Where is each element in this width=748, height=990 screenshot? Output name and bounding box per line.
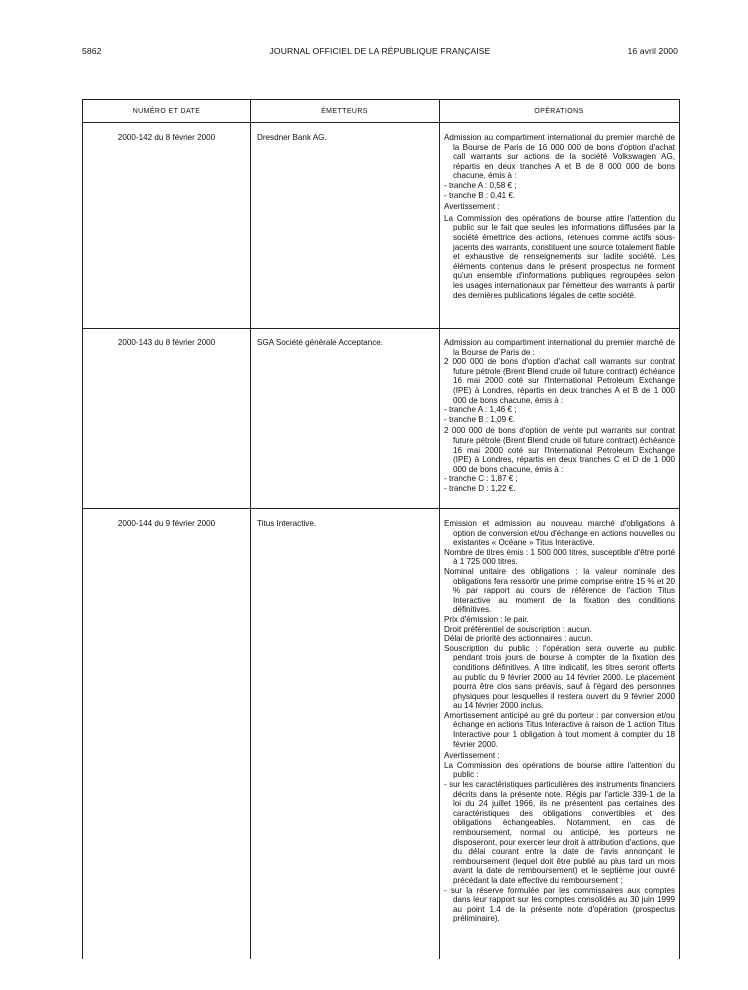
- row-issuer: Dresdner Bank AG.: [257, 133, 327, 142]
- operation-paragraph: - tranche C : 1,87 € ;: [444, 474, 518, 484]
- row-number-date: 2000-142 du 8 février 2000: [117, 133, 216, 142]
- operation-paragraph: 2 000 000 de bons d'option de vente put warrants sur contrat future pétrole (Brent Blend crude oil future contract) échéance 16 mai 2000 coté sur l'International Petroleum Exchange (IPE) à Londres, répartis en deux tranches C et D de 1 000 000 de bons chacune, émis à :: [444, 426, 675, 474]
- operations-table: [82, 99, 680, 959]
- column-header-number-date: NUMÉRO ET DATE: [132, 108, 201, 115]
- page-header: [82, 46, 678, 60]
- row-divider: [83, 508, 679, 509]
- column-divider: [250, 100, 251, 959]
- column-header-operations: OPÉRATIONS: [534, 108, 584, 115]
- operation-paragraph: Nominal unitaire des obligations : la valeur nominale des obligations fera ressortir une prime comprise entre 15 % et 20 % par rapport au cours de référence de l'action Titus Interactive au moment de la fixation des conditions définitives.: [444, 566, 675, 615]
- operation-paragraph: Délai de priorité des actionnaires : aucun.: [444, 634, 593, 644]
- row-issuer: Titus Interactive.: [257, 519, 317, 528]
- row-operations: [444, 133, 675, 300]
- column-divider: [439, 100, 440, 959]
- publication-date: 16 avril 2000: [627, 46, 678, 56]
- operation-paragraph: - sur les caractéristiques particulières des instruments financiers décrits dans la présente note. Régis par l'article 339-1 de la loi du 24 juillet 1966, ils ne présentent pas certaines des caractéristiques des obligations convertibles et des obligations échangeables. Notamment, en cas de remboursement, normal ou anticipé, les porteurs ne disposeront, pour exercer leur droit à attribution d'actions, que du délai courant entre la date de l'avis annonçant le remboursement (lequel doit être publié au plus tard un mois avant la date de remboursement) et le septième jour ouvré précédant la date effective du remboursement ;: [444, 780, 676, 885]
- operation-paragraph: Souscription du public : l'opération sera ouverte au public pendant trois jours de bourse à compter de la fixation des conditions définitives. A titre indicatif, les titres seront offerts au public du 9 février 2000 au 14 février 2000. Le placement pourra être clos sans préavis, sauf à l'égard des personnes physiques pour lesquelles il restera ouvert du 9 février 2000 au 14 février 2000 inclus.: [444, 643, 675, 711]
- row-number-date: 2000-144 du 9 février 2000: [117, 519, 216, 528]
- row-operations: [444, 338, 675, 494]
- operation-paragraph: Avertissement :: [444, 751, 500, 761]
- table-header-row: [83, 100, 679, 123]
- page-number: 5862: [82, 46, 102, 56]
- column-header-issuers: ÉMETTEURS: [321, 108, 368, 115]
- operation-paragraph: - sur la réserve formulée par les commissaires aux comptes dans leur rapport sur les comptes consolidés au 30 juin 1999 au point 1.4 de la présente note d'opération (prospectus préliminaire).: [444, 885, 675, 924]
- row-operations: [444, 519, 675, 924]
- operation-paragraph: La Commission des opérations de bourse attire l'attention du public :: [444, 760, 675, 780]
- operation-paragraph: Nombre de titres émis : 1 500 000 titres, susceptible d'être porté à 1 725 000 titres.: [444, 547, 675, 567]
- operation-paragraph: La Commission des opérations de bourse attire l'attention du public sur le fait que seules les informations diffusées par la société émettrice des actions, retenues comme actifs sous-jacents des warrants, constituent une source totalement fiable et exhaustive de renseignements sur ladite société. Les éléments contenus dans le présent prospectus ne forment qu'un ensemble d'informations publiques regroupées selon les usages internationaux par l'émetteur des warrants à partir des dernières publications légales de cette société.: [444, 213, 675, 300]
- row-number-date: 2000-143 du 8 février 2000: [117, 338, 216, 347]
- operation-paragraph: 2 000 000 de bons d'option d'achat call warrants sur contrat future pétrole (Brent Blend crude oil future contract) échéance 16 mai 2000 coté sur l'International Petroleum Exchange (IPE) à Londres, répartis en deux tranches A et B de 1 000 000 de bons chacune, émis à :: [444, 357, 675, 405]
- operation-paragraph: - tranche B : 0,41 €.: [444, 190, 516, 200]
- operation-paragraph: Emission et admission au nouveau marché d'obligations à option de conversion et/ou d'échange en actions nouvelles ou existantes « Océane » Titus Interactive.: [444, 519, 675, 548]
- operation-paragraph: Admission au compartiment international du premier marché de la Bourse de Paris de :: [444, 338, 675, 357]
- row-issuer: SGA Société générale Acceptance.: [257, 338, 383, 347]
- operation-paragraph: - tranche D : 1,22 €.: [444, 483, 516, 493]
- operation-paragraph: Amortissement anticipé au gré du porteur : par conversion et/ou échange en actions Titus Interactive à raison de 1 action Titus Interactive pour 1 obligation à tout moment à compter du 18 février 2000.: [444, 710, 675, 749]
- journal-title: JOURNAL OFFICIEL DE LA RÉPUBLIQUE FRANÇAISE: [269, 46, 491, 56]
- operation-paragraph: - tranche B : 1,09 €.: [444, 414, 516, 424]
- operation-paragraph: Avertissement :: [444, 202, 500, 212]
- operation-paragraph: Admission au compartiment international du premier marché de la Bourse de Paris de 16 000 000 de bons d'option d'achat call warrants sur actions de la société Volkswagen AG, répartis en deux tranches A et B de 8 000 000 de bons chacune, émis à :: [444, 133, 675, 181]
- operation-paragraph: Droit préférentiel de souscription : aucun.: [444, 624, 592, 634]
- operation-paragraph: - tranche A : 0,58 € ;: [444, 180, 517, 190]
- operation-paragraph: Prix d'émission : le pair.: [444, 614, 529, 624]
- operation-paragraph: - tranche A : 1,46 € ;: [444, 405, 517, 415]
- row-divider: [83, 328, 679, 329]
